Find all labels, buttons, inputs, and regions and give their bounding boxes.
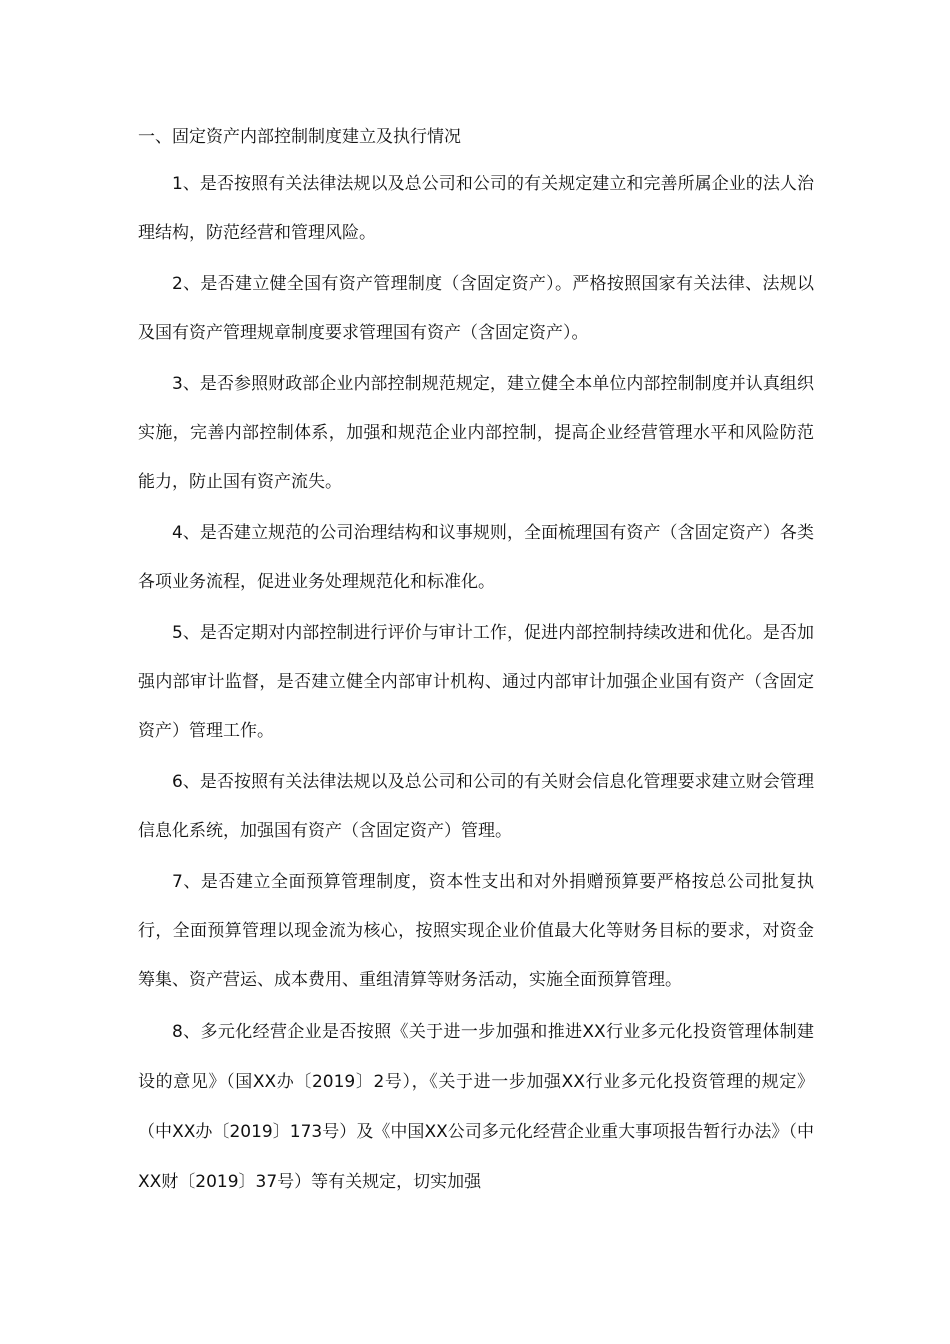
paragraph-5: 5、是否定期对内部控制进行评价与审计工作，促进内部控制持续改进和优化。是否加强内部审计监督，是否建立健全内部审计机构、通过内部审计加强企业国有资产（含固定资产）管理工作。 (138, 623, 814, 741)
paragraph-1: 1、是否按照有关法律法规以及总公司和公司的有关规定建立和完善所属企业的法人治理结构，防范经营和管理风险。 (138, 174, 814, 243)
paragraph-6: 6、是否按照有关法律法规以及总公司和公司的有关财会信息化管理要求建立财会管理信息化系统，加强国有资产（含固定资产）管理。 (138, 772, 814, 841)
section-heading: 一、固定资产内部控制制度建立及执行情况 (138, 127, 461, 147)
paragraph-7: 7、是否建立全面预算管理制度，资本性支出和对外捐赠预算要严格按总公司批复执行，全面预算管理以现金流为核心，按照实现企业价值最大化等财务目标的要求，对资金筹集、资产营运、成本费用、重组清算等财务活动，实施全面预算管理。 (138, 872, 814, 990)
paragraph-8: 8、多元化经营企业是否按照《关于进一步加强和推进XX行业多元化投资管理体制建设的意见》（国XX办〔2019〕2号），《关于进一步加强XX行业多元化投资管理的规定》（中XX办〔2019〕173号）及《中国XX公司多元化经营企业重大事项报告暂行办法》（中XX财〔2019〕37号）等有关规定，切实加强 (138, 1022, 814, 1192)
paragraph-3: 3、是否参照财政部企业内部控制规范规定，建立健全本单位内部控制制度并认真组织实施，完善内部控制体系，加强和规范企业内部控制，提高企业经营管理水平和风险防范能力，防止国有资产流失。 (138, 374, 814, 492)
document-body (138, 118, 814, 1209)
paragraph-4: 4、是否建立规范的公司治理结构和议事规则，全面梳理国有资产（含固定资产）各类各项业务流程，促进业务处理规范化和标准化。 (138, 523, 814, 592)
paragraph-2: 2、是否建立健全国有资产管理制度（含固定资产）。严格按照国家有关法律、法规以及国有资产管理规章制度要求管理国有资产（含固定资产）。 (138, 274, 814, 343)
